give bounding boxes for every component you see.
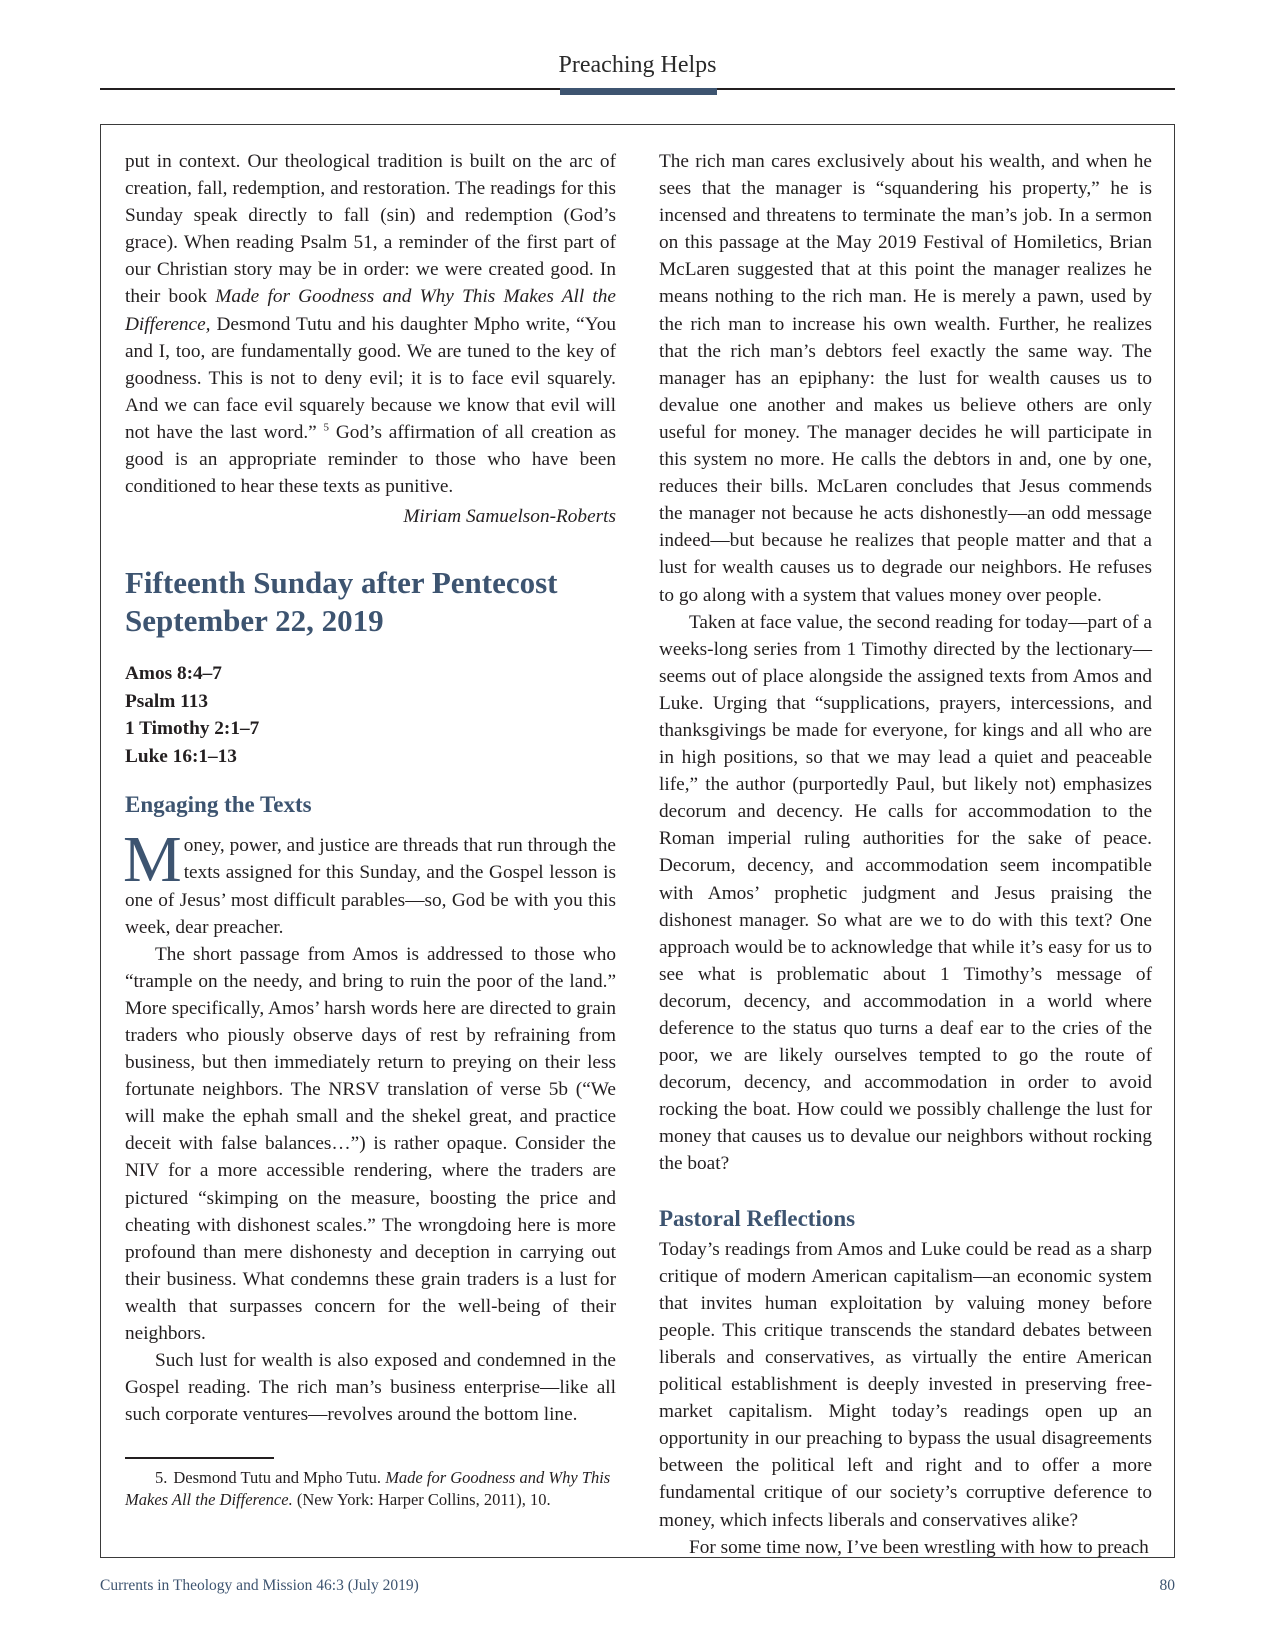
readings-list [125, 660, 616, 770]
pastoral-reflections-heading: Pastoral Reflections [659, 1205, 856, 1231]
reading-item: Luke 16:1–13 [125, 745, 237, 767]
body-paragraph: Taken at face value, the second reading for today—part of a weeks-long series from 1 Timothy directed by the lectionary—seems out of place alongside the assigned texts from Amos and Luke. Urging that “supplications, prayers, intercessions, and thanksgivings be made for everyone, for kings and all who are in high positions, so that we may lead a quiet and peaceable life,” the author (purportedly Paul, but likely not) emphasizes decorum and decency. He calls for accommodation to the Roman imperial ruling authorities for the sake of peace. Decorum, decency, and accommodation seem incompatible with Amos’ prophetic judgment and Jesus praising the dishonest manager. So what are we to do with this text? One approach would be to acknowledge that while it’s easy for us to see what is problematic about 1 Timothy’s message of decorum, decency, and accommodation in a world where deference to the status quo turns a deaf ear to the cries of the poor, we are likely ourselves tempted to go the route of decorum, decency, and accommodation in order to avoid rocking the boat. How could we possibly challenge the lust for money that causes us to devalue our neighbors without rocking the boat? [659, 611, 1152, 1175]
author-signature: Miriam Samuelson-Roberts [403, 506, 616, 528]
footnote: 5. Desmond Tutu and Mpho Tutu. Made for Goodness and Why This Makes All the Difference. (New York: Harper Collins, 2011), 10. [125, 1468, 611, 1510]
journal-citation: Currents in Theology and Mission 46:3 (July 2019) [100, 1577, 419, 1594]
book-title: Made for Goodness and Why This Makes All the Difference, [125, 286, 616, 335]
running-header: Preaching Helps [558, 52, 717, 78]
body-paragraph: Such lust for wealth is also exposed and condemned in the Gospel reading. The rich man’s business enterprise—like all such corporate ventures—revolves around the bottom line. [125, 1350, 616, 1426]
reading-item: Amos 8:4–7 [125, 663, 222, 685]
intro-paragraph: put in context. Our theological tradition is built on the arc of creation, fall, redemption, and restoration. The readings for this Sunday speak directly to fall (sin) and redemption (God’s grace). When reading Psalm 51, a reminder of the first part of our Christian story may be in order: we were created good. In their book Made for Goodness and Why This Makes All the Difference, Desmond Tutu and his daughter Mpho write, “You and I, too, are fundamentally good. We are tuned to the key of goodness. This is not to deny evil; it is to face evil squarely. And we can face evil squarely because we know that evil will not have the last word.” $^5$ God’s affirmation of all creation as good is an appropriate reminder to those who have been conditioned to hear these texts as punitive. [125, 151, 616, 498]
engaging-texts-heading: Engaging the Texts [125, 792, 312, 818]
right-column [659, 148, 1152, 1561]
drop-cap: M [123, 823, 182, 897]
body-paragraph: Today’s readings from Amos and Luke could be read as a sharp critique of modern American capitalism—an economic system that invites human exploitation by valuing money before people. This critique transcends the standard debates between liberals and conservatives, as virtually the entire American political establishment is deeply invested in preserving free-market capitalism. Might today’s readings open up an opportunity in our preaching to bypass the usual disagreements between the political left and right and to offer a more fundamental critique of our society’s corruptive deference to money, which infects liberals and conservatives alike? [659, 1238, 1152, 1531]
section-title: Fifteenth Sunday after Pentecost September 22, 2019 [125, 565, 558, 639]
body-paragraph: The rich man cares exclusively about his wealth, and when he sees that the manager is “squandering his property,” he is incensed and threatens to terminate the man’s job. In a sermon on this passage at the May 2019 Festival of Homiletics, Brian McLaren suggested that at this point the manager realizes he means nothing to the rich man. He is merely a pawn, used by the rich man to increase his own wealth. Further, he realizes that the rich man’s debtors feel exactly the same way. The manager has an epiphany: the lust for wealth causes us to devalue one another and makes us believe others are only useful for money. The manager decides he will participate in this system no more. He calls the debtors in and, one by one, reduces their bills. McLaren concludes that Jesus commends the manager not because he acts dishonestly—an odd message indeed—but because he realizes that people matter and that a lust for wealth causes us to degrade our neighbors. He refuses to go along with a system that values money over people. [659, 151, 1152, 606]
footnote-ref[interactable]: 5 [323, 421, 330, 434]
footnote-rule [125, 1457, 274, 1459]
reading-item: Psalm 113 [125, 690, 209, 712]
body-paragraph: Money, power, and justice are threads that run through the texts assigned for this Sunday, and the Gospel lesson is one of Jesus’ most difficult parables—so, God be with you this week, dear preacher. [123, 823, 616, 938]
left-column [125, 148, 616, 1511]
body-paragraph: The short passage from Amos is addressed to those who “trample on the needy, and bring to ruin the poor of the land.” More specifically, Amos’ harsh words here are directed to grain traders who piously observe days of rest by refraining from business, but then immediately return to preying on their less fortunate neighbors. The NRSV translation of verse 5b (“We will make the ephah small and the shekel great, and practice deceit with false balances…”) is rather opaque. Consider the NIV for a more accessible rendering, where the traders are pictured “skimping on the measure, boosting the price and cheating with dishonest scales.” The wrongdoing here is more profound than mere dishonesty and deception in carrying out their business. What condemns these grain traders is a lust for wealth that surpasses concern for the well-being of their neighbors. [125, 943, 616, 1344]
page-number: 80 [1159, 1577, 1175, 1594]
header-accent-bar [560, 88, 717, 95]
reading-item: 1 Timothy 2:1–7 [125, 718, 260, 740]
body-paragraph: For some time now, I’ve been wrestling with how to preach [689, 1536, 1149, 1558]
